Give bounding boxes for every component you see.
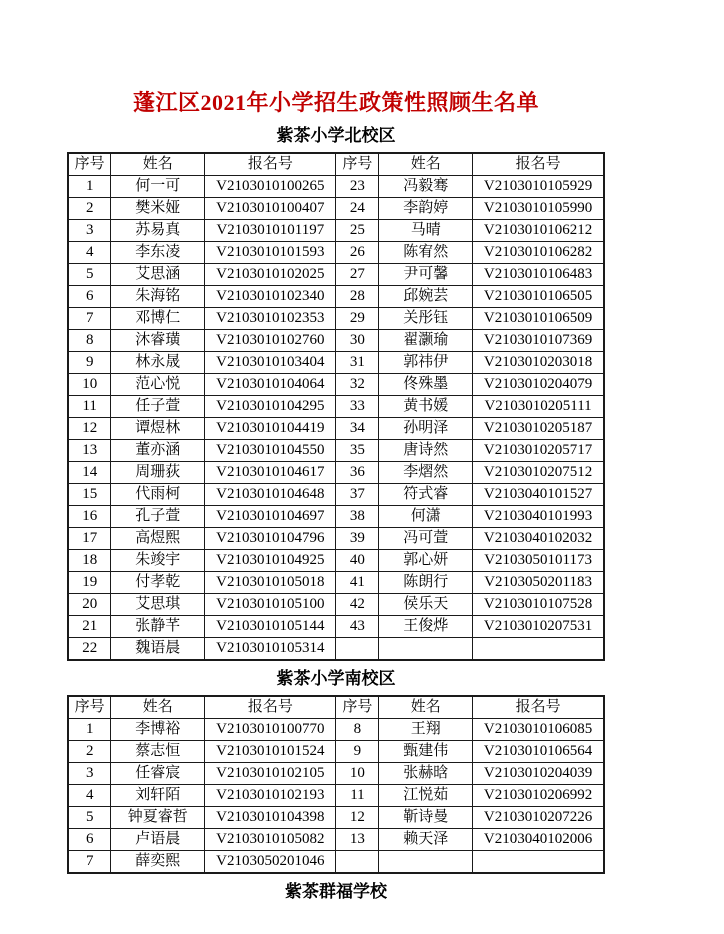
regno-cell: V2103010104648 [205,484,336,506]
regno-cell: V2103010104796 [205,528,336,550]
name-cell: 靳诗曼 [379,807,473,829]
index-cell [336,851,379,874]
table-row [68,418,604,440]
index-cell [336,638,379,661]
index-cell: 9 [336,741,379,763]
table-row [68,572,604,594]
index-cell: 24 [336,198,379,220]
regno-cell: V2103010106505 [473,286,604,308]
index-cell: 43 [336,616,379,638]
roster-table [67,695,605,874]
table-row [68,763,604,785]
index-cell: 40 [336,550,379,572]
name-cell: 范心悦 [111,374,205,396]
index-cell: 20 [68,594,111,616]
name-cell: 王俊烨 [379,616,473,638]
name-cell: 唐诗然 [379,440,473,462]
regno-cell: V2103010104398 [205,807,336,829]
column-header: 姓名 [379,153,473,176]
table-row [68,741,604,763]
index-cell: 4 [68,242,111,264]
name-cell: 冯毅骞 [379,176,473,198]
table-row [68,286,604,308]
header-row [68,696,604,719]
regno-cell: V2103010107369 [473,330,604,352]
table-row [68,719,604,741]
table-row [68,829,604,851]
regno-cell: V2103010105314 [205,638,336,661]
name-cell: 任睿宸 [111,763,205,785]
name-cell: 任子萱 [111,396,205,418]
regno-cell [473,851,604,874]
column-header: 序号 [68,696,111,719]
regno-cell: V2103010102105 [205,763,336,785]
index-cell: 8 [68,330,111,352]
name-cell: 付孝乾 [111,572,205,594]
regno-cell: V2103010102193 [205,785,336,807]
name-cell: 钟夏睿哲 [111,807,205,829]
document-page [67,0,605,902]
regno-cell: V2103010107528 [473,594,604,616]
regno-cell: V2103010205187 [473,418,604,440]
regno-cell: V2103010105018 [205,572,336,594]
regno-cell: V2103010104419 [205,418,336,440]
regno-cell: V2103010104697 [205,506,336,528]
index-cell: 10 [336,763,379,785]
name-cell: 谭煜林 [111,418,205,440]
index-cell: 15 [68,484,111,506]
table-row [68,330,604,352]
regno-cell: V2103010101593 [205,242,336,264]
name-cell: 张赫晗 [379,763,473,785]
index-cell: 35 [336,440,379,462]
name-cell: 赖天泽 [379,829,473,851]
name-cell: 关彤钰 [379,308,473,330]
regno-cell: V2103010100407 [205,198,336,220]
name-cell: 董亦涵 [111,440,205,462]
table-row [68,462,604,484]
index-cell: 25 [336,220,379,242]
name-cell: 王翔 [379,719,473,741]
table-row [68,851,604,874]
regno-cell: V2103010102760 [205,330,336,352]
regno-cell: V2103010106282 [473,242,604,264]
name-cell: 冯可萱 [379,528,473,550]
regno-cell: V2103010105100 [205,594,336,616]
table-row [68,220,604,242]
table-row [68,638,604,661]
index-cell: 39 [336,528,379,550]
index-cell: 17 [68,528,111,550]
table-row [68,176,604,198]
regno-cell: V2103010106212 [473,220,604,242]
regno-cell: V2103010207531 [473,616,604,638]
index-cell: 3 [68,220,111,242]
index-cell: 1 [68,719,111,741]
regno-cell: V2103010102353 [205,308,336,330]
regno-cell: V2103050201183 [473,572,604,594]
regno-cell: V2103050201046 [205,851,336,874]
table-row [68,440,604,462]
regno-cell: V2103010206992 [473,785,604,807]
name-cell: 艾思涵 [111,264,205,286]
regno-cell: V2103010104925 [205,550,336,572]
name-cell: 周珊荻 [111,462,205,484]
name-cell: 黄书媛 [379,396,473,418]
index-cell: 30 [336,330,379,352]
name-cell: 薛奕熙 [111,851,205,874]
table-row [68,396,604,418]
table-row [68,242,604,264]
name-cell: 孙明泽 [379,418,473,440]
table-row [68,198,604,220]
index-cell: 18 [68,550,111,572]
regno-cell: V2103010105990 [473,198,604,220]
name-cell: 邓博仁 [111,308,205,330]
index-cell: 29 [336,308,379,330]
name-cell: 翟灏瑜 [379,330,473,352]
index-cell: 42 [336,594,379,616]
header-row [68,153,604,176]
regno-cell: V2103010104550 [205,440,336,462]
regno-cell: V2103010105082 [205,829,336,851]
name-cell: 卢语晨 [111,829,205,851]
table-row [68,528,604,550]
table-row [68,374,604,396]
name-cell: 陈朗行 [379,572,473,594]
regno-cell: V2103010102340 [205,286,336,308]
table-row [68,807,604,829]
table-row [68,785,604,807]
name-cell: 苏易真 [111,220,205,242]
name-cell: 侯乐天 [379,594,473,616]
column-header: 姓名 [111,153,205,176]
index-cell: 32 [336,374,379,396]
index-cell: 27 [336,264,379,286]
name-cell: 郭祎伊 [379,352,473,374]
name-cell: 邱婉芸 [379,286,473,308]
index-cell: 12 [336,807,379,829]
index-cell: 12 [68,418,111,440]
index-cell: 16 [68,506,111,528]
regno-cell: V2103010102025 [205,264,336,286]
regno-cell: V2103010105144 [205,616,336,638]
index-cell: 6 [68,286,111,308]
regno-cell: V2103010207512 [473,462,604,484]
regno-cell: V2103010205717 [473,440,604,462]
page-title: 蓬江区2021年小学招生政策性照顾生名单 [132,90,539,115]
section-title: 紫茶群福学校 [285,882,387,901]
roster-table [67,152,605,661]
regno-cell: V2103010100770 [205,719,336,741]
regno-cell: V2103010100265 [205,176,336,198]
index-cell: 3 [68,763,111,785]
index-cell: 28 [336,286,379,308]
regno-cell: V2103050101173 [473,550,604,572]
name-cell: 何潇 [379,506,473,528]
index-cell: 10 [68,374,111,396]
index-cell: 36 [336,462,379,484]
column-header: 序号 [336,696,379,719]
index-cell: 23 [336,176,379,198]
regno-cell: V2103010106509 [473,308,604,330]
index-cell: 7 [68,851,111,874]
name-cell: 陈宥然 [379,242,473,264]
index-cell: 33 [336,396,379,418]
index-cell: 5 [68,264,111,286]
index-cell: 34 [336,418,379,440]
name-cell: 朱竣宇 [111,550,205,572]
index-cell: 9 [68,352,111,374]
name-cell: 马晴 [379,220,473,242]
index-cell: 22 [68,638,111,661]
name-cell: 李韵婷 [379,198,473,220]
name-cell: 江悦茹 [379,785,473,807]
regno-cell: V2103010101197 [205,220,336,242]
table-row [68,594,604,616]
name-cell: 朱海铭 [111,286,205,308]
index-cell: 13 [336,829,379,851]
name-cell: 沐睿璜 [111,330,205,352]
name-cell: 甄建伟 [379,741,473,763]
name-cell: 孔子萱 [111,506,205,528]
index-cell: 26 [336,242,379,264]
name-cell: 樊米娅 [111,198,205,220]
table-row [68,308,604,330]
column-header: 报名号 [473,153,604,176]
index-cell: 11 [68,396,111,418]
name-cell: 佟殊墨 [379,374,473,396]
regno-cell: V2103010204079 [473,374,604,396]
regno-cell: V2103010105929 [473,176,604,198]
regno-cell [473,638,604,661]
sections-container [67,126,605,902]
regno-cell: V2103040101527 [473,484,604,506]
index-cell: 6 [68,829,111,851]
table-row [68,506,604,528]
column-header: 报名号 [205,153,336,176]
regno-cell: V2103010104617 [205,462,336,484]
index-cell: 14 [68,462,111,484]
name-cell: 郭心妍 [379,550,473,572]
table-row [68,352,604,374]
column-header: 姓名 [379,696,473,719]
name-cell: 张静芊 [111,616,205,638]
index-cell: 4 [68,785,111,807]
regno-cell: V2103040102032 [473,528,604,550]
name-cell: 李东凌 [111,242,205,264]
column-header: 报名号 [205,696,336,719]
table-row [68,616,604,638]
name-cell: 尹可馨 [379,264,473,286]
regno-cell: V2103040102006 [473,829,604,851]
name-cell: 代雨柯 [111,484,205,506]
index-cell: 21 [68,616,111,638]
name-cell: 何一可 [111,176,205,198]
name-cell [379,851,473,874]
section-title: 紫茶小学南校区 [276,669,396,688]
index-cell: 2 [68,741,111,763]
regno-cell: V2103010106564 [473,741,604,763]
regno-cell: V2103010104064 [205,374,336,396]
regno-cell: V2103010203018 [473,352,604,374]
name-cell: 李博裕 [111,719,205,741]
regno-cell: V2103010204039 [473,763,604,785]
regno-cell: V2103010106483 [473,264,604,286]
column-header: 报名号 [473,696,604,719]
name-cell: 高煜熙 [111,528,205,550]
index-cell: 19 [68,572,111,594]
index-cell: 31 [336,352,379,374]
index-cell: 2 [68,198,111,220]
index-cell: 41 [336,572,379,594]
column-header: 序号 [68,153,111,176]
table-row [68,550,604,572]
index-cell: 1 [68,176,111,198]
index-cell: 8 [336,719,379,741]
regno-cell: V2103010207226 [473,807,604,829]
index-cell: 7 [68,308,111,330]
regno-cell: V2103010104295 [205,396,336,418]
regno-cell: V2103010101524 [205,741,336,763]
regno-cell: V2103010103404 [205,352,336,374]
index-cell: 13 [68,440,111,462]
column-header: 姓名 [111,696,205,719]
regno-cell: V2103010205111 [473,396,604,418]
column-header: 序号 [336,153,379,176]
name-cell [379,638,473,661]
section-title: 紫茶小学北校区 [276,126,396,145]
name-cell: 蔡志恒 [111,741,205,763]
name-cell: 李熠然 [379,462,473,484]
regno-cell: V2103040101993 [473,506,604,528]
name-cell: 符式睿 [379,484,473,506]
name-cell: 刘轩陌 [111,785,205,807]
index-cell: 38 [336,506,379,528]
index-cell: 37 [336,484,379,506]
name-cell: 魏语晨 [111,638,205,661]
name-cell: 艾思琪 [111,594,205,616]
table-row [68,484,604,506]
index-cell: 11 [336,785,379,807]
index-cell: 5 [68,807,111,829]
table-row [68,264,604,286]
name-cell: 林永晟 [111,352,205,374]
regno-cell: V2103010106085 [473,719,604,741]
